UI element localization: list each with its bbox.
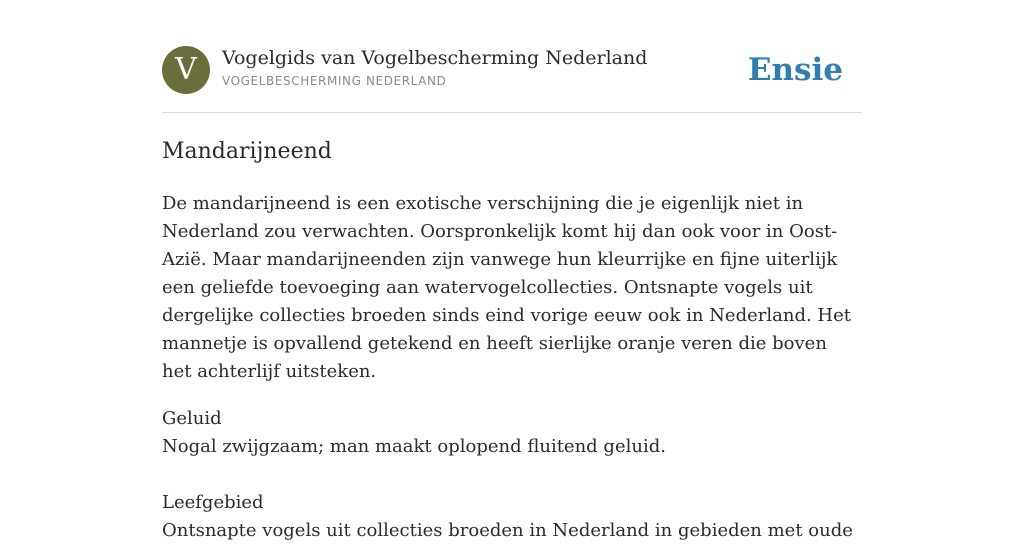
ensie-logo[interactable]: Ensie xyxy=(747,52,843,88)
source-title[interactable]: Vogelgids van Vogelbescherming Nederland xyxy=(222,47,648,69)
source-header xyxy=(162,46,862,113)
source-avatar: V xyxy=(162,46,210,94)
section-heading: Geluid xyxy=(162,408,222,429)
source-subtitle[interactable]: VOGELBESCHERMING NEDERLAND xyxy=(222,74,447,88)
section-text: Ontsnapte vogels uit collecties broeden in Nederland in gebieden met oude xyxy=(162,520,853,541)
article-body xyxy=(162,190,862,545)
section-geluid xyxy=(162,405,862,461)
section-heading: Leefgebied xyxy=(162,492,264,513)
section-leefgebied xyxy=(162,489,862,545)
section-text: Nogal zwijgzaam; man maakt oplopend fluitend geluid. xyxy=(162,436,666,457)
article-intro: De mandarijneend is een exotische verschijning die je eigenlijk niet in Nederland zou verwachten. Oorspronkelijk komt hij dan ook voor in Oost-Azië. Maar mandarijneenden zijn vanwege hun kleurrijke en fijne uiterlijk een geliefde toevoeging aan watervogelcollecties. Ontsnapte vogels uit dergelijke collecties broeden sinds eind vorige eeuw ook in Nederland. Het mannetje is opvallend getekend en heeft sierlijke oranje veren die boven het achterlijf uitsteken. xyxy=(162,193,851,382)
article-title: Mandarijneend xyxy=(162,139,332,164)
